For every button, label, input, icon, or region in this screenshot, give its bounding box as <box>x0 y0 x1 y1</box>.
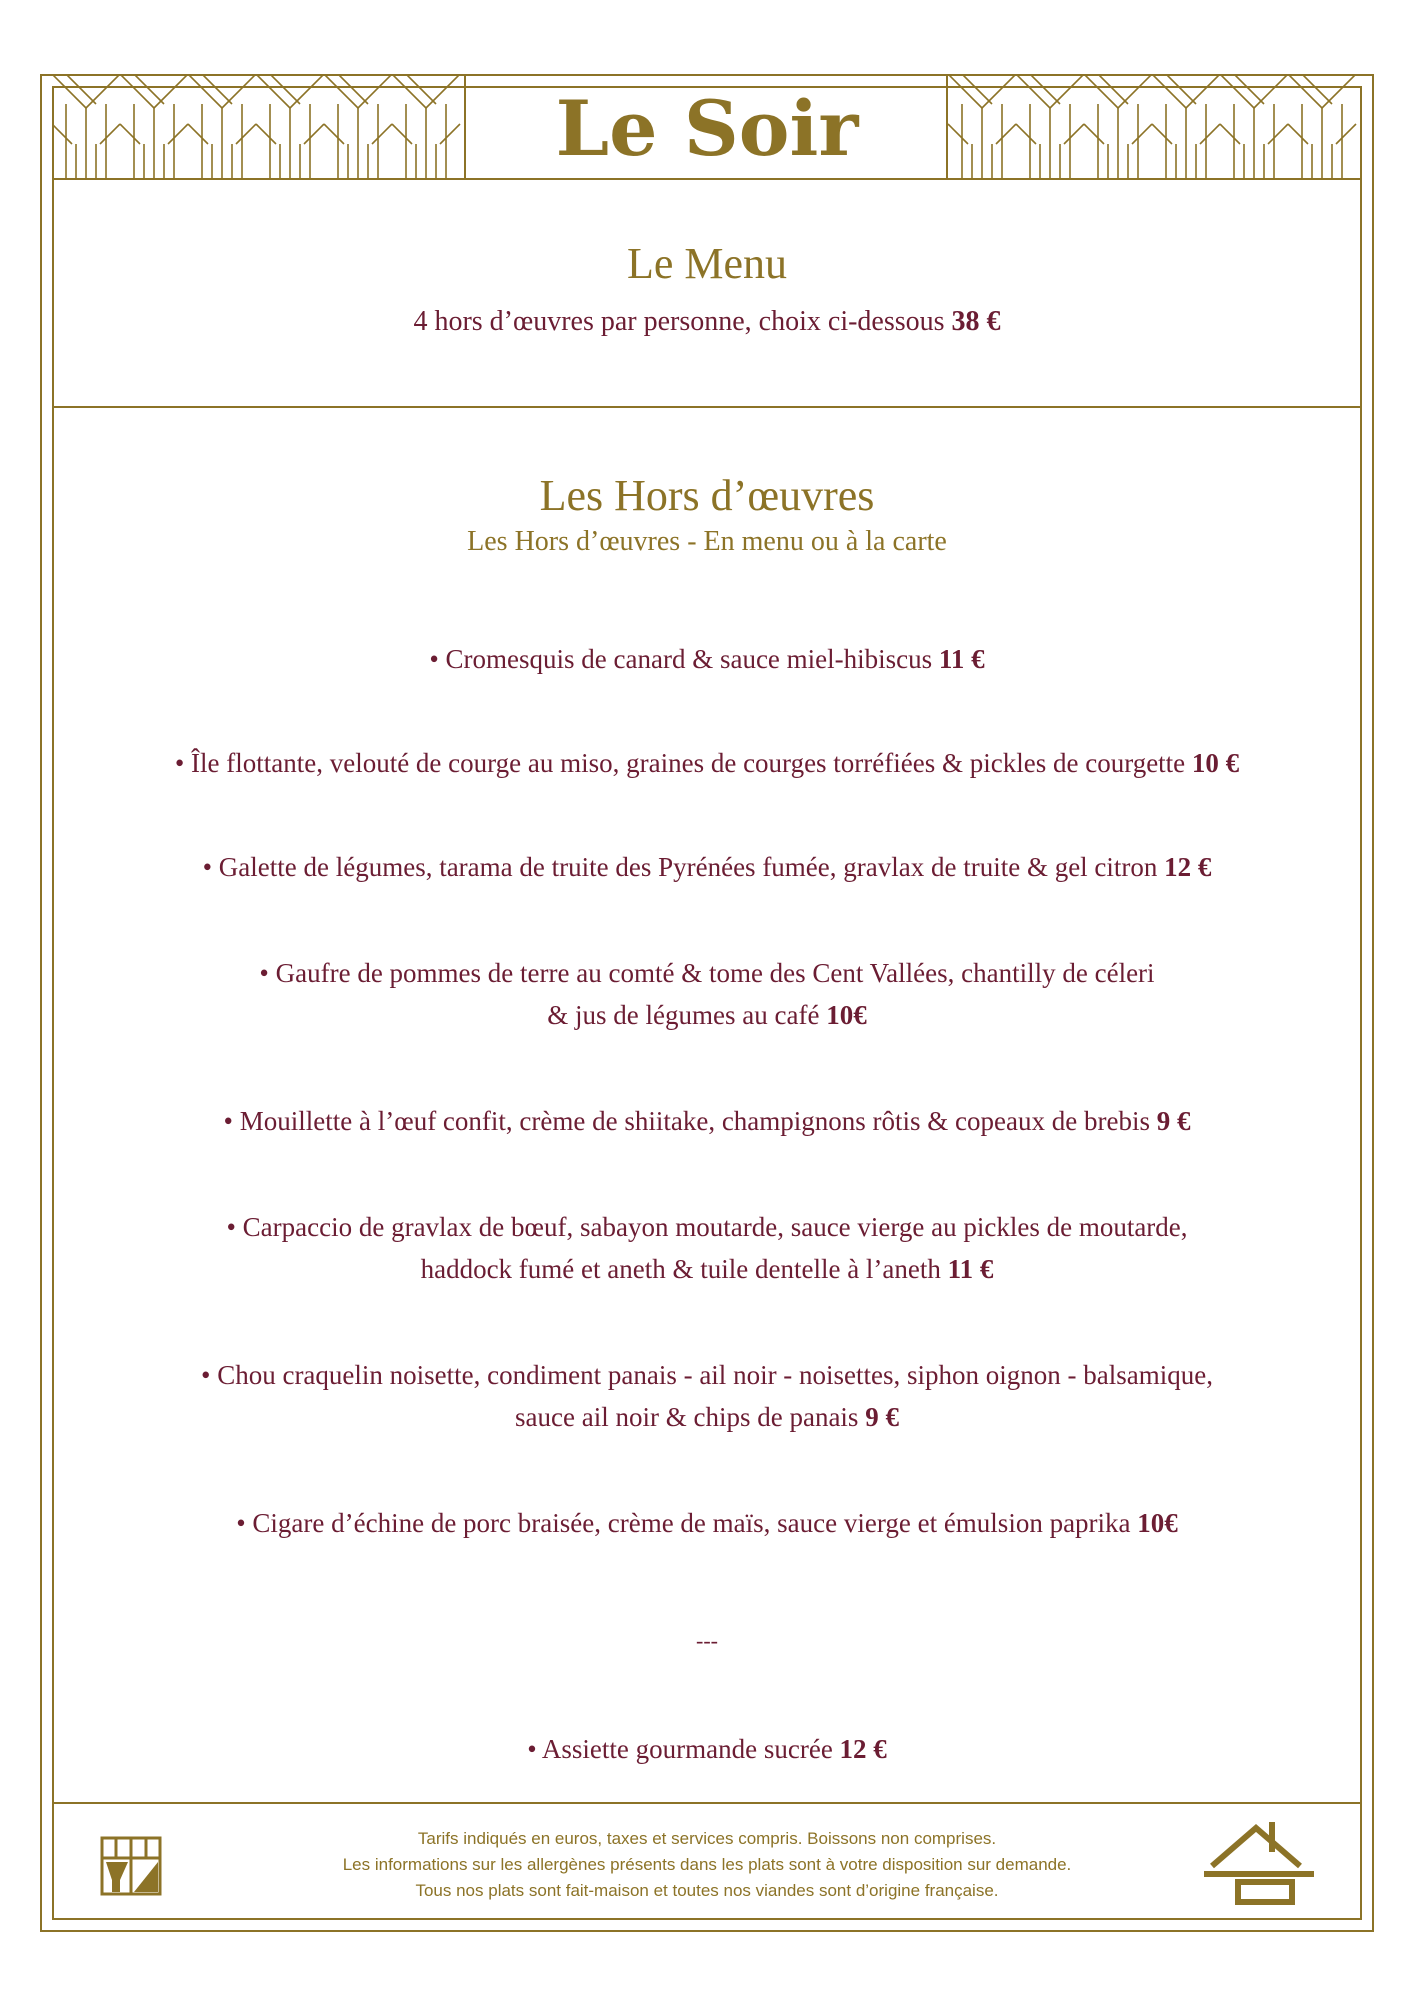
footer-notes <box>200 1826 1214 1904</box>
dessert-text: • Assiette gourmande sucrée <box>527 1734 833 1764</box>
menu-item-line2 <box>60 994 1354 1036</box>
menu-item-text: & jus de légumes au café <box>547 1000 820 1030</box>
menu-item <box>60 1100 1354 1142</box>
menu-item <box>60 1502 1354 1544</box>
dessert-price: 12 € <box>839 1734 887 1764</box>
menu-item-text: • Carpaccio de gravlax de bœuf, sabayon moutarde, sauce vierge au pickles de moutarde, <box>226 1212 1188 1242</box>
hors-subtitle: Les Hors d’œuvres - En menu ou à la carte <box>467 526 947 557</box>
menu-item-text: • Galette de légumes, tarama de truite des Pyrénées fumée, gravlax de truite & gel citron <box>202 852 1158 882</box>
menu-item-line2 <box>60 1248 1354 1290</box>
menu-item-line2 <box>60 1396 1354 1438</box>
menu-item-text: sauce ail noir & chips de panais <box>515 1402 859 1432</box>
section-rule <box>52 406 1362 408</box>
menu-item-price: 9 € <box>1156 1106 1191 1136</box>
footer-line: Tarifs indiqués en euros, taxes et services compris. Boissons non comprises. <box>417 1829 997 1848</box>
menu-item <box>60 1354 1354 1438</box>
menu-item-price: 10€ <box>1137 1508 1178 1538</box>
menu-item <box>60 638 1354 680</box>
menu-price: 38 € <box>951 306 1001 337</box>
menu-subtitle-text: 4 hors d’œuvres par personne, choix ci-dessous <box>413 306 945 337</box>
menu-item <box>60 846 1354 888</box>
page-title: Le Soir <box>555 84 859 173</box>
footer-line: Tous nos plats sont fait-maison et toutes nos viandes sont d’origine française. <box>415 1881 999 1900</box>
menu-item-price: 12 € <box>1164 852 1212 882</box>
menu-item-price: 10€ <box>826 1000 867 1030</box>
separator: --- <box>696 1628 718 1653</box>
menu-item-text: • Gaufre de pommes de terre au comté & tome des Cent Vallées, chantilly de céleri <box>259 958 1155 988</box>
menu-item-price: 9 € <box>865 1402 899 1432</box>
menu-item <box>60 742 1354 784</box>
footer-line: Les informations sur les allergènes présents dans les plats sont à votre disposition sur demande. <box>342 1855 1072 1874</box>
menu-item <box>60 952 1354 1036</box>
hors-title: Les Hors d’œuvres <box>539 471 875 520</box>
menu-item-text: • Cigare d’échine de porc braisée, crème de maïs, sauce vierge et émulsion paprika <box>236 1508 1131 1538</box>
menu-item-text: • Chou craquelin noisette, condiment panais - ail noir - noisettes, siphon oignon - balsamique, <box>201 1360 1213 1390</box>
menu-subtitle <box>60 306 1354 338</box>
footer-rule <box>52 1802 1362 1804</box>
menu-item-text: • Île flottante, velouté de courge au miso, graines de courges torréfiées & pickles de courgette <box>174 748 1186 778</box>
menu-item-price: 10 € <box>1191 748 1240 778</box>
dessert-item <box>60 1728 1354 1770</box>
house-logo-icon <box>1204 1822 1314 1906</box>
menu-item-text: • Mouillette à l’œuf confit, crème de shiitake, champignons rôtis & copeaux de brebis <box>223 1106 1150 1136</box>
menu-item-price: 11 € <box>947 1254 994 1284</box>
menu-item-price: 11 € <box>938 644 985 674</box>
building-logo-icon <box>100 1836 162 1896</box>
menu-item-text: haddock fumé et aneth & tuile dentelle à l’aneth <box>420 1254 941 1284</box>
header-rule <box>52 178 1362 180</box>
menu-item-text: • Cromesquis de canard & sauce miel-hibiscus <box>429 644 933 674</box>
menu-item <box>60 1206 1354 1290</box>
menu-title: Le Menu <box>626 239 788 288</box>
